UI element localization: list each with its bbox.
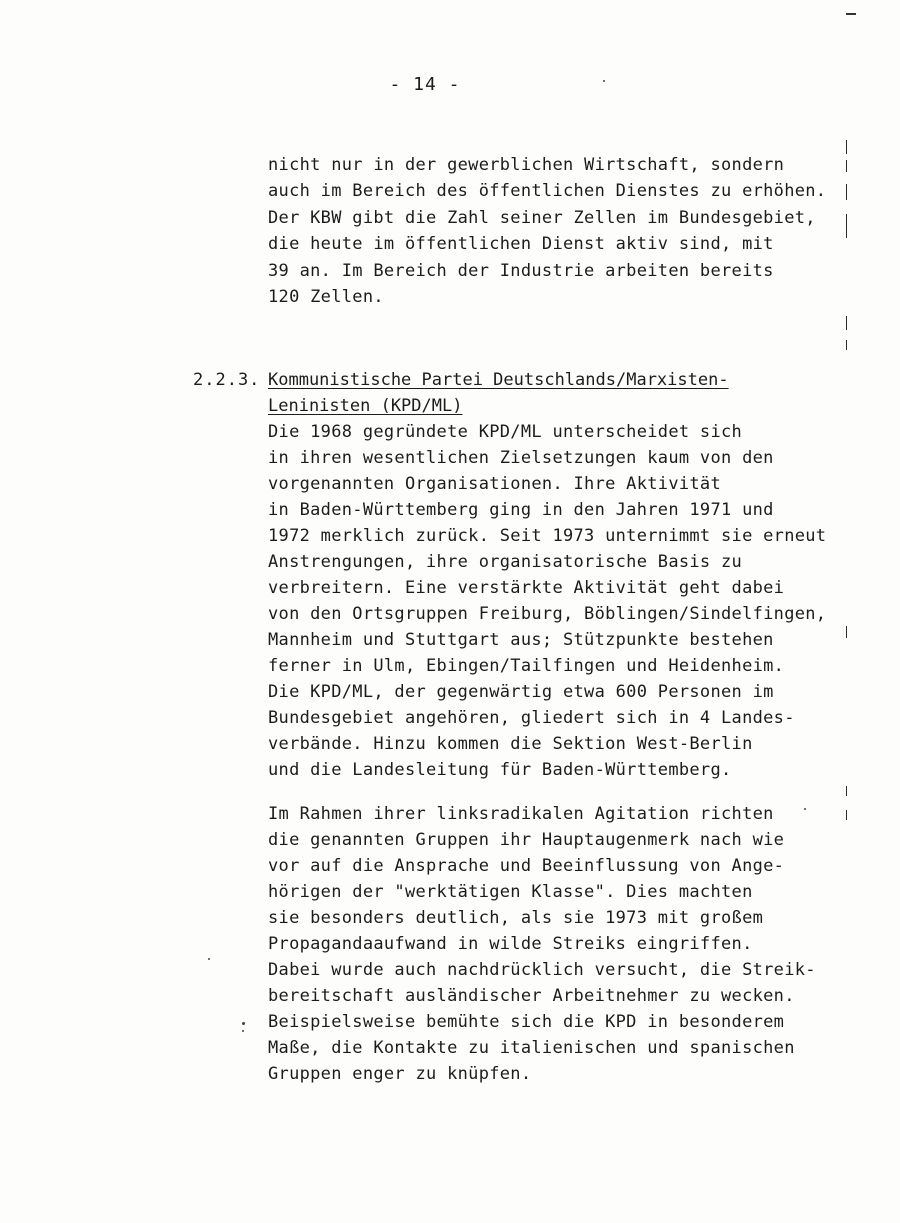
text-line: Propagandaaufwand in wilde Streiks eingriffen. (268, 934, 753, 954)
ink-speck (208, 958, 210, 960)
text-line: Die KPD/ML, der gegenwärtig etwa 600 Personen im (268, 682, 774, 702)
ink-speck (242, 1022, 245, 1025)
text-line: Der KBW gibt die Zahl seiner Zellen im Bundesgebiet, (268, 208, 816, 228)
text-line: Im Rahmen ihrer linksradikalen Agitation richten (268, 804, 774, 824)
ink-speck (804, 808, 806, 810)
margin-mark (846, 340, 847, 350)
text-line: Mannheim und Stuttgart aus; Stützpunkte bestehen (268, 630, 774, 650)
text-line: 120 Zellen. (268, 287, 384, 307)
margin-mark (846, 810, 847, 820)
margin-mark (846, 626, 847, 638)
text-line: Maße, die Kontakte zu italienischen und spanischen (268, 1038, 795, 1058)
text-line: Bundesgebiet angehören, gliedert sich in 4 Landes- (268, 708, 795, 728)
text-line: die genannten Gruppen ihr Hauptaugenmerk nach wie (268, 830, 785, 850)
text-line: 1972 merklich zurück. Seit 1973 unternimmt sie erneut (268, 526, 827, 546)
text-line: Gruppen enger zu knüpfen. (268, 1064, 532, 1084)
ink-speck (603, 80, 605, 82)
text-line: vorgenannten Organisationen. Ihre Aktivität (268, 474, 721, 494)
text-line: Anstrengungen, ihre organisatorische Basis zu (268, 552, 743, 572)
text-line: und die Landesleitung für Baden-Württemberg. (268, 760, 732, 780)
text-line: hörigen der "werktätigen Klasse". Dies machten (268, 882, 753, 902)
margin-mark (846, 214, 847, 238)
text-line: die heute im öffentlichen Dienst aktiv sind, mit (268, 234, 774, 254)
margin-mark (846, 316, 847, 330)
margin-mark (846, 184, 847, 200)
text-line: 39 an. Im Bereich der Industrie arbeiten bereits (268, 261, 774, 281)
section-heading: Kommunistische Partei Deutschlands/Marxisten- (268, 370, 729, 390)
text-line: verbände. Hinzu kommen die Sektion West-Berlin (268, 734, 753, 754)
text-line: verbreitern. Eine verstärkte Aktivität geht dabei (268, 578, 785, 598)
text-line: sie besonders deutlich, als sie 1973 mit großem (268, 908, 764, 928)
page-number: - 14 - (389, 74, 461, 95)
corner-mark (846, 13, 856, 15)
ink-speck (242, 1030, 244, 1032)
text-line: auch im Bereich des öffentlichen Dienstes zu erhöhen. (268, 181, 827, 201)
section-number: 2.2.3. (193, 370, 261, 390)
margin-mark (846, 786, 847, 796)
text-line: vor auf die Ansprache und Beeinflussung von Ange- (268, 856, 785, 876)
text-line: nicht nur in der gewerblichen Wirtschaft, sondern (268, 155, 785, 175)
text-line: Dabei wurde auch nachdrücklich versucht, die Streik- (268, 960, 816, 980)
text-line: Beispielsweise bemühte sich die KPD in besonderem (268, 1012, 785, 1032)
margin-mark (846, 160, 847, 172)
text-line: Die 1968 gegründete KPD/ML unterscheidet sich (268, 422, 743, 442)
text-line: ferner in Ulm, Ebingen/Tailfingen und Heidenheim. (268, 656, 785, 676)
text-line: in Baden-Württemberg ging in den Jahren 1971 und (268, 500, 774, 520)
margin-mark (846, 140, 847, 154)
text-line: von den Ortsgruppen Freiburg, Böblingen/Sindelfingen, (268, 604, 827, 624)
text-line: in ihren wesentlichen Zielsetzungen kaum von den (268, 448, 774, 468)
section-heading: Leninisten (KPD/ML) (268, 396, 463, 416)
text-line: bereitschaft ausländischer Arbeitnehmer zu wecken. (268, 986, 795, 1006)
